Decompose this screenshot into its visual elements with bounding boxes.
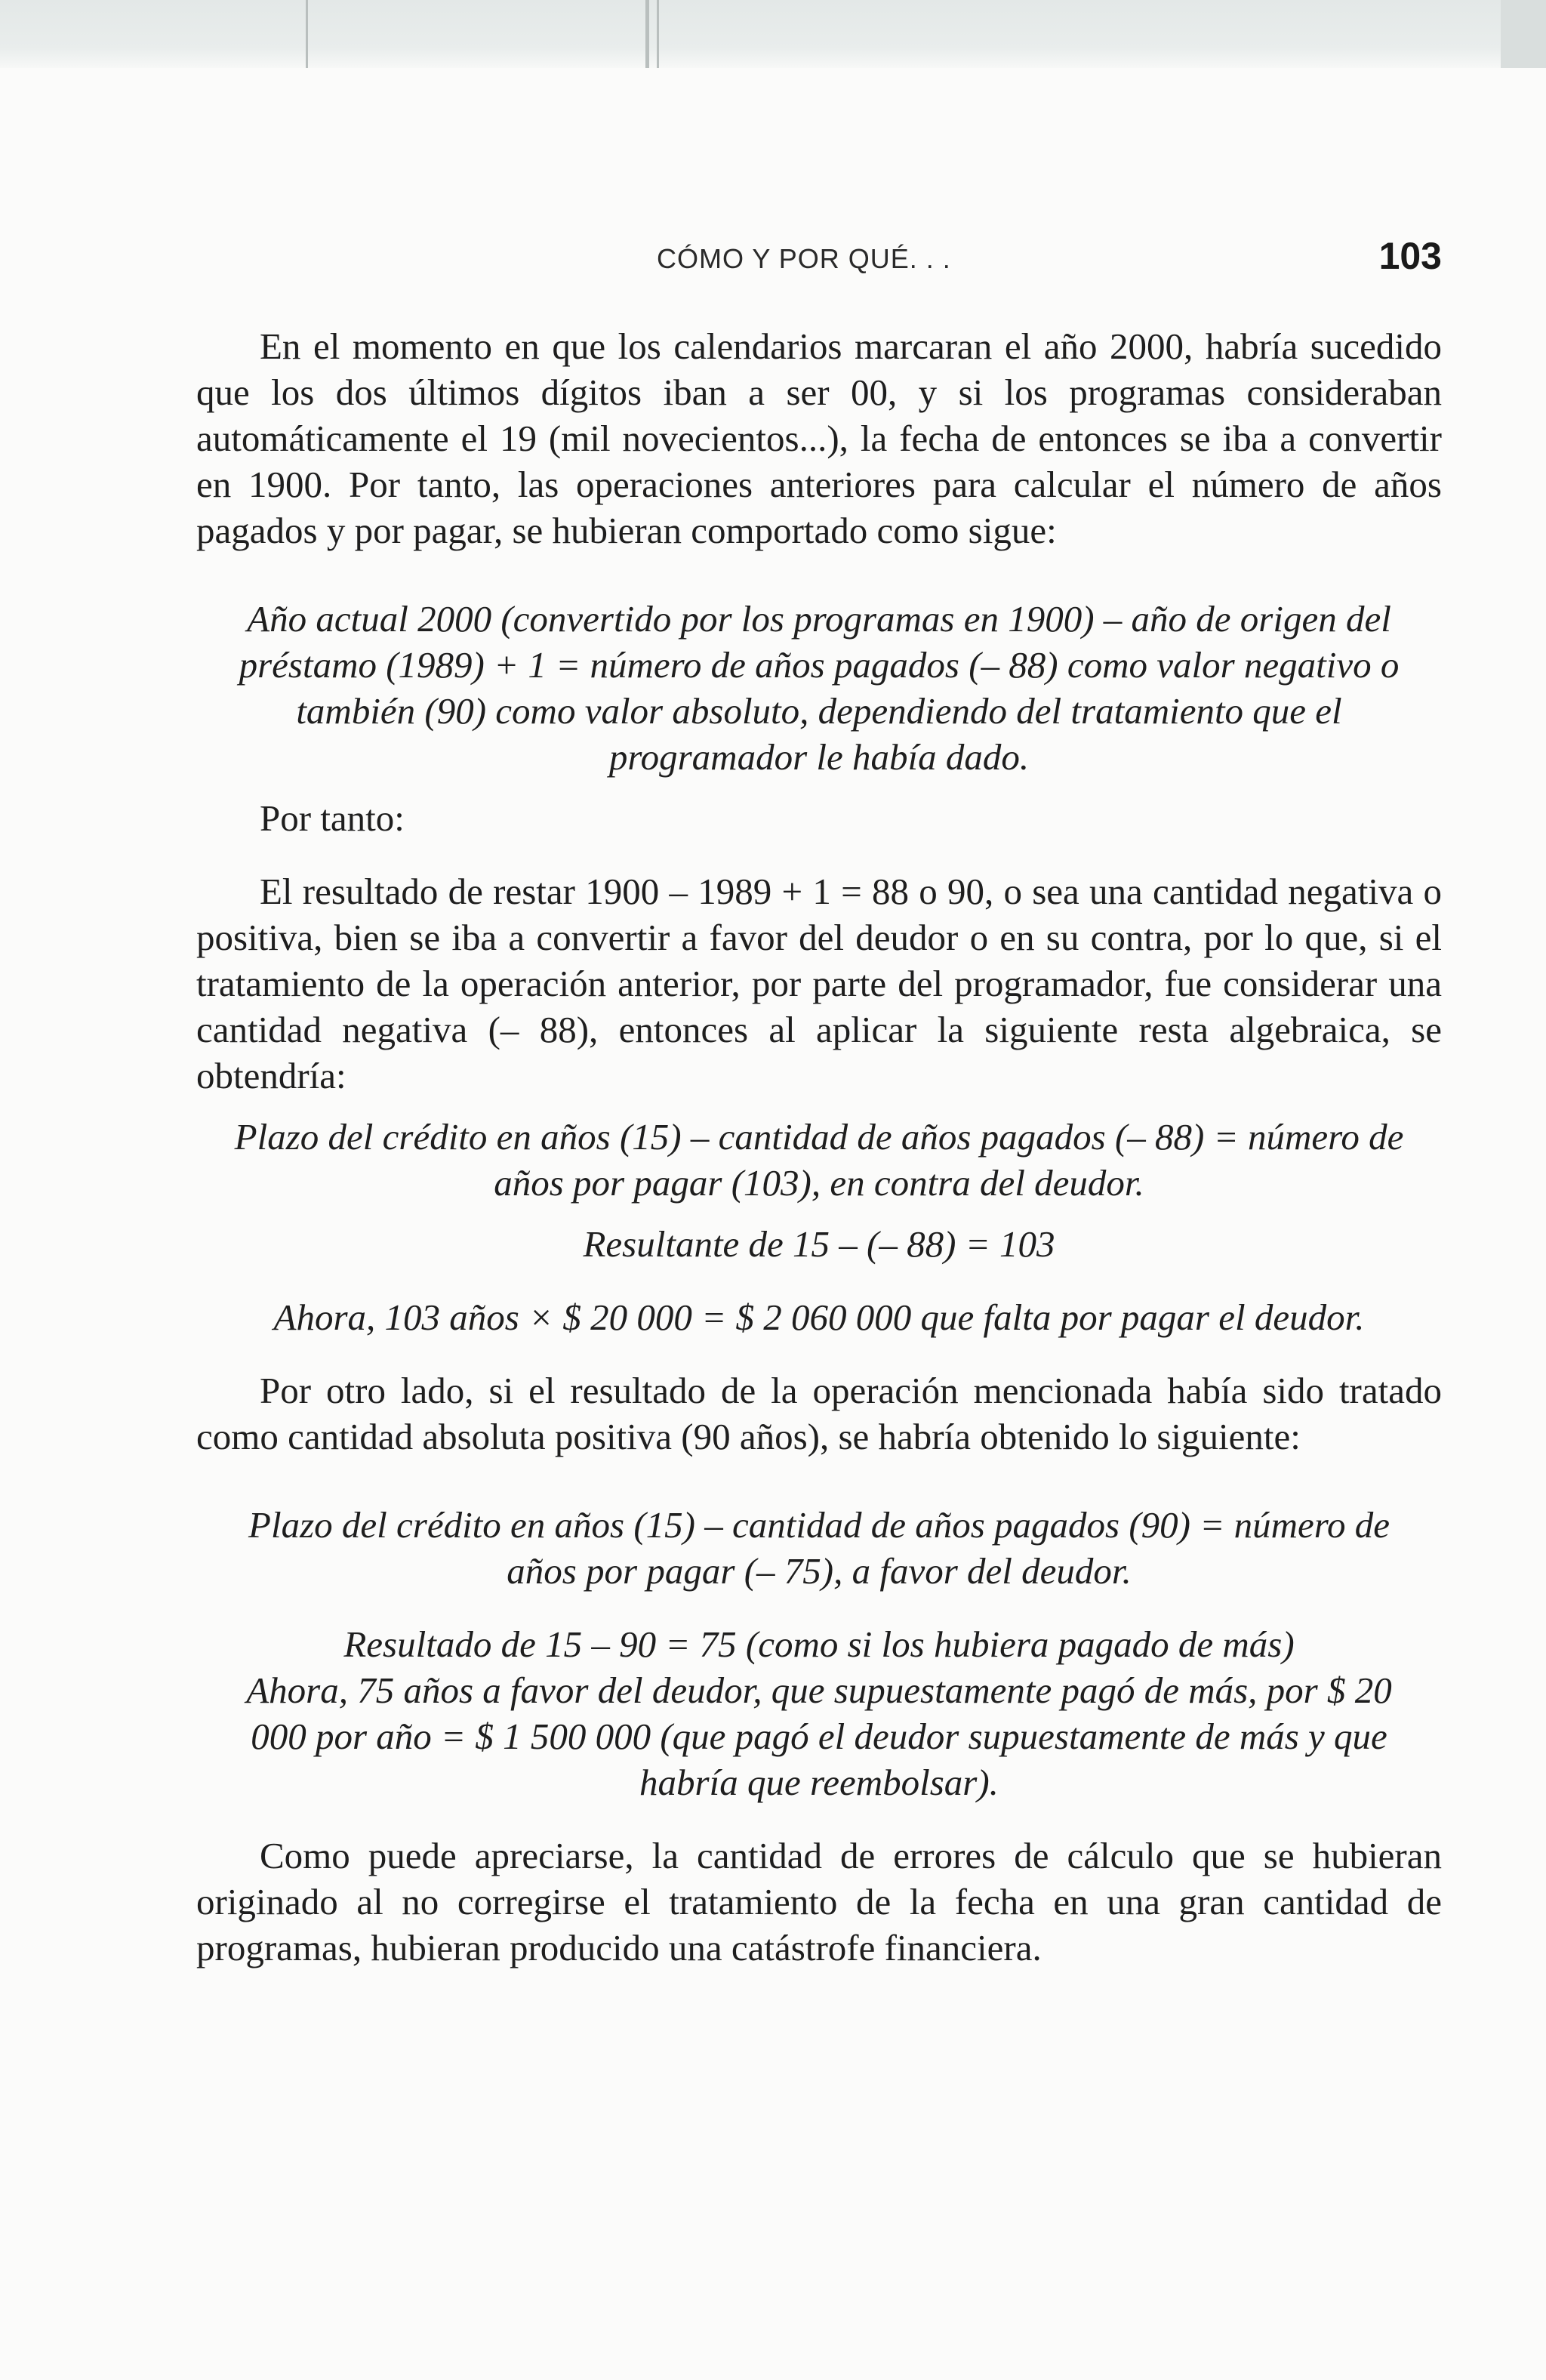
scan-mark <box>306 0 308 68</box>
paragraph-por-tanto: Por tanto: <box>260 797 405 839</box>
scanner-edge-strip <box>0 0 1510 68</box>
page-number: 103 <box>1378 235 1442 277</box>
formula-resultado: Resultado de 15 – 90 = 75 (como si los hubiera pagado de más) <box>343 1623 1295 1665</box>
formula-amount-owed: Ahora, 103 años × $ 20 000 = $ 2 060 000 que falta por pagar el deudor. <box>273 1296 1365 1338</box>
running-title: CÓMO Y POR QUÉ. . . <box>657 243 951 274</box>
paragraph-conclusion: Como puede apreciarse, la cantidad de errores de cálculo que se hubieran originado al no corregirse el tratamiento de la fecha en una gran cantidad de programas, hubieran producido una catástrofe financiera. <box>196 1835 1442 1968</box>
formula-refund: Ahora, 75 años a favor del deudor, que supuestamente pagó de más, por $ 20 000 por año = $ 1 500 000 (que pagó el deudor supuestamente de más y que habría que reembolsar). <box>246 1669 1392 1803</box>
scan-edge <box>1501 0 1546 68</box>
scan-mark <box>657 0 659 68</box>
paragraph-intro: En el momento en que los calendarios marcaran el año 2000, habría sucedido que los dos últimos dígitos iban a ser 00, y si los programas consideraban automáticamente el 19 (mil novecientos...), la fecha de entonces se iba a convertir en 1900. Por tanto, las operaciones anteriores para calcular el número de años pagados y por pagar, se hubieran comportado como sigue: <box>196 325 1442 551</box>
page-header <box>196 234 1442 287</box>
page-body <box>196 323 1442 1971</box>
paragraph-positive-case: Por otro lado, si el resultado de la operación mencionada había sido tratado como cantidad absoluta positiva (90 años), se habría obtenido lo siguiente: <box>196 1370 1442 1457</box>
formula-resultante: Resultante de 15 – (– 88) = 103 <box>583 1223 1055 1265</box>
formula-positive-case: Plazo del crédito en años (15) – cantidad de años pagados (90) = número de años por pagar (– 75), a favor del deudor. <box>248 1504 1390 1592</box>
formula-negative-case: Plazo del crédito en años (15) – cantidad de años pagados (– 88) = número de años por pagar (103), en contra del deudor. <box>234 1116 1404 1204</box>
scan-mark <box>645 0 649 68</box>
formula-current-year: Año actual 2000 (convertido por los programas en 1900) – año de origen del préstamo (1989) + 1 = número de años pagados (– 88) como valor negativo o también (90) como valor absoluto, dependiendo del tratamiento que el programador le había dado. <box>239 598 1400 778</box>
paragraph-result: El resultado de restar 1900 – 1989 + 1 = 88 o 90, o sea una cantidad negativa o positiva, bien se iba a convertir a favor del deudor o en su contra, por lo que, si el tratamiento de la operación anterior, por parte del programador, fue considerar una cantidad negativa (– 88), entonces al aplicar la siguiente resta algebraica, se obtendría: <box>196 871 1442 1096</box>
